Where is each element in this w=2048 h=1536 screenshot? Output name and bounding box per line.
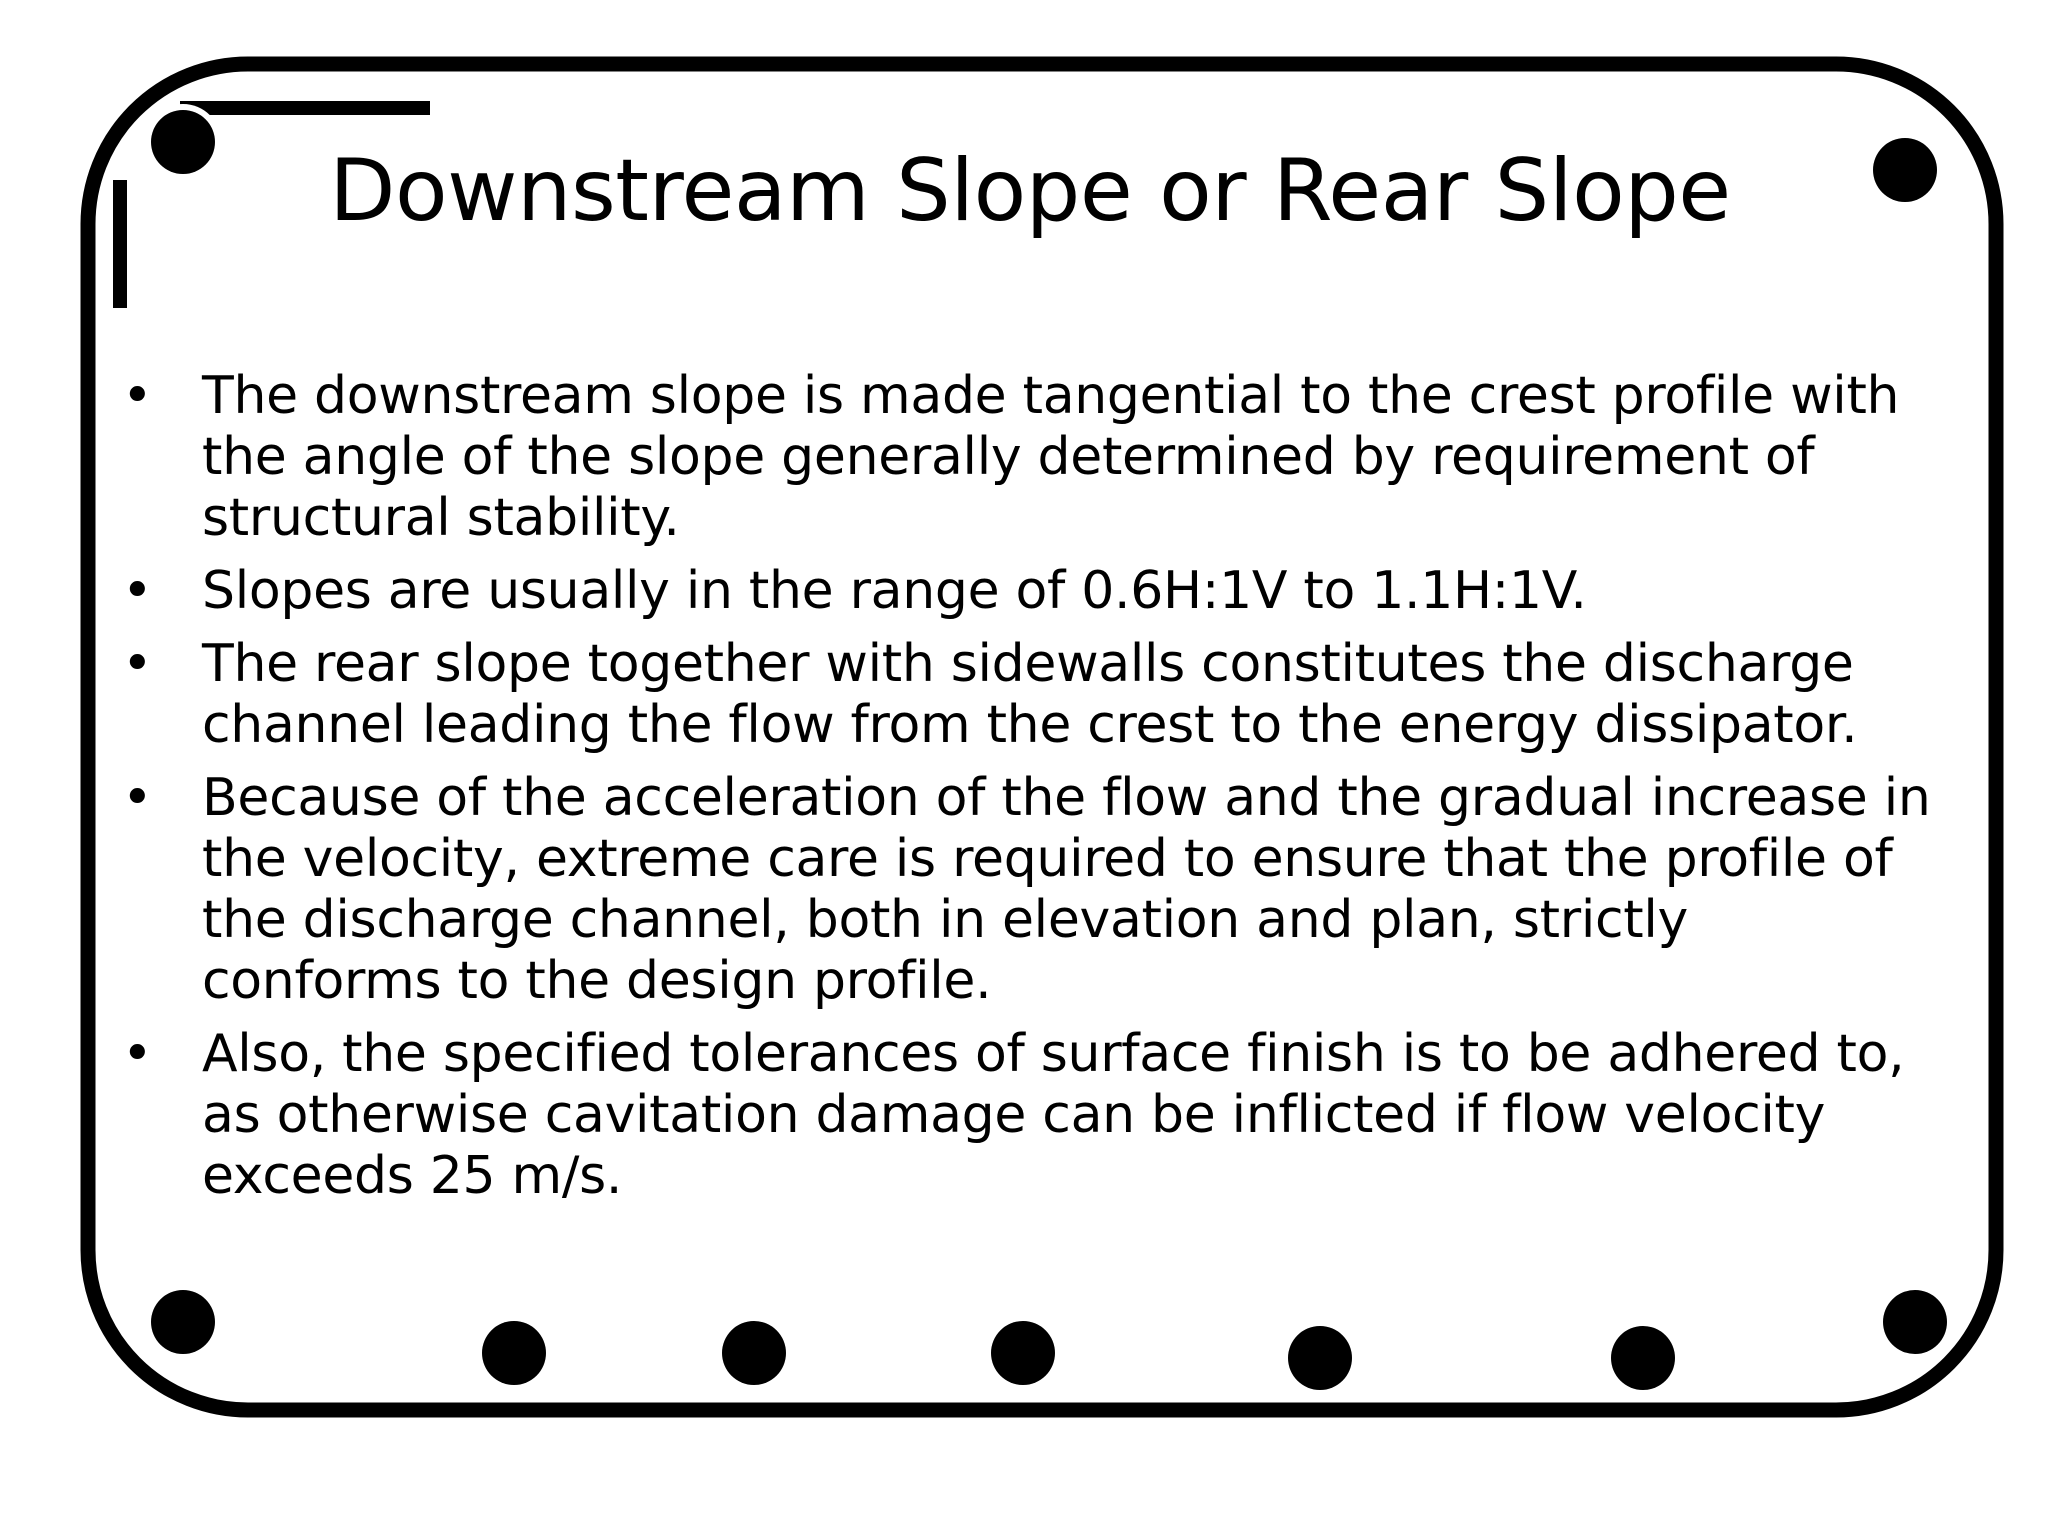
corner-dot-bottom-right bbox=[1877, 1284, 1953, 1360]
corner-dot-bottom-left bbox=[145, 1284, 221, 1360]
bullet-item bbox=[122, 366, 1942, 549]
bullet-item bbox=[122, 561, 1942, 622]
bullet-text: Slopes are usually in the range of 0.6H:1V to 1.1H:1V. bbox=[202, 561, 1587, 621]
bullet-marker: • bbox=[122, 1024, 153, 1084]
bullet-text: The downstream slope is made tangential to the crest profile with the angle of the slope generally determined by requirement of structural stability. bbox=[202, 366, 1900, 548]
bullet-marker: • bbox=[122, 634, 153, 694]
slide-title: Downstream Slope or Rear Slope bbox=[329, 141, 1731, 241]
bullet-item bbox=[122, 768, 1942, 1012]
bullet-marker: • bbox=[122, 366, 153, 426]
bullet-list bbox=[122, 366, 1942, 1219]
bullet-text: Because of the acceleration of the flow and the gradual increase in the velocity, extreme care is required to ensure that the profile of the discharge channel, both in elevation and plan, strictly conforms to the design profile. bbox=[202, 768, 1931, 1011]
bottom-dot-1 bbox=[482, 1321, 546, 1385]
bullet-marker: • bbox=[122, 561, 153, 621]
bullet-marker: • bbox=[122, 768, 153, 828]
bullet-item bbox=[122, 634, 1942, 756]
bullet-text: The rear slope together with sidewalls constitutes the discharge channel leading the flow from the crest to the energy dissipator. bbox=[202, 634, 1858, 755]
bottom-dot-2 bbox=[722, 1321, 786, 1385]
bullet-text: Also, the specified tolerances of surface finish is to be adhered to, as otherwise cavitation damage can be inflicted if flow velocity exceeds 25 m/s. bbox=[202, 1024, 1905, 1206]
bottom-dot-4 bbox=[1288, 1326, 1352, 1390]
bottom-dot-5 bbox=[1611, 1326, 1675, 1390]
bottom-dot-3 bbox=[991, 1321, 1055, 1385]
bullet-item bbox=[122, 1024, 1942, 1207]
